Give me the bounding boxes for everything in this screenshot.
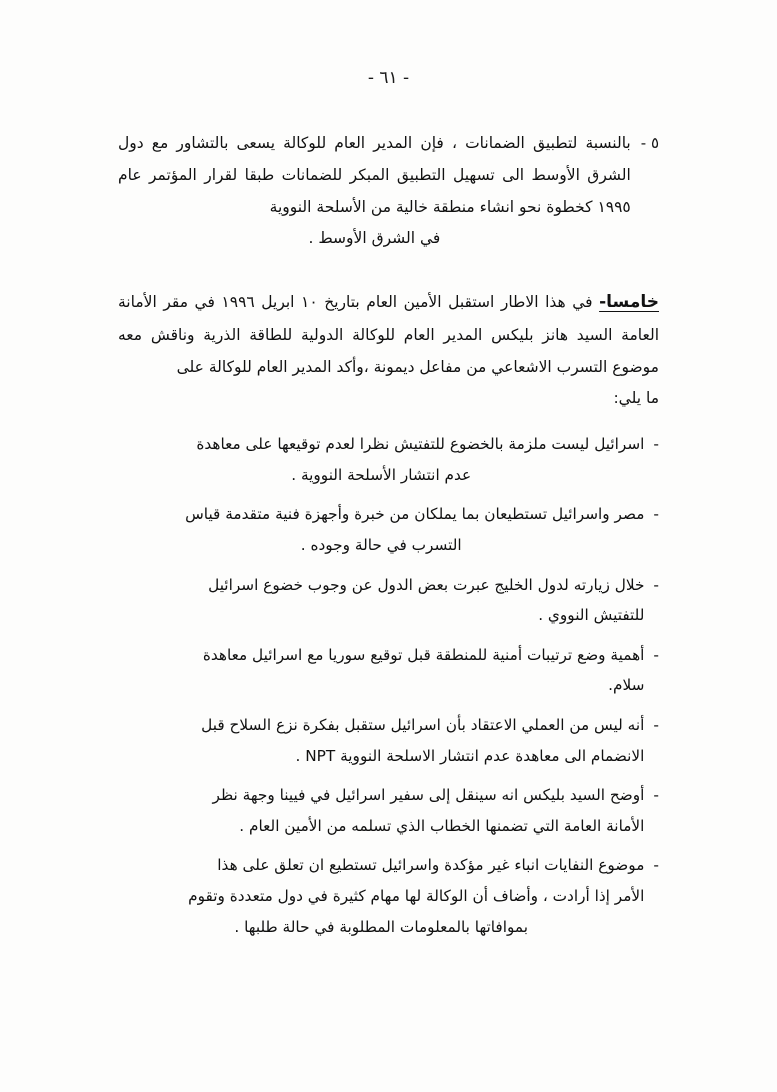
- list-item-line: مصر واسرائيل تستطيعان بما يملكان من خبرة وأجهزة فنية متقدمة قياس: [185, 505, 645, 524]
- list-item-line: الانضمام الى معاهدة عدم انتشار الاسلحة النووية NPT .: [295, 746, 645, 765]
- list-item-line: سلام.: [608, 676, 645, 695]
- bullet-dash-icon: -: [653, 435, 659, 454]
- list-item-line: التسرب في حالة وجوده .: [300, 535, 462, 554]
- list-item-text: [118, 640, 644, 701]
- list-item-text: [118, 850, 644, 942]
- page-number: - ٦١ -: [367, 68, 410, 88]
- list-item: [118, 640, 659, 701]
- numbered-paragraph-last-line: في الشرق الأوسط .: [308, 229, 441, 248]
- numbered-paragraph-marker: ٥ -: [640, 134, 659, 152]
- list-item-line: أنه ليس من العملي الاعتقاد بأن اسرائيل ستقبل بفكرة نزع السلاح قبل: [201, 715, 645, 734]
- list-item-line: أوضح السيد بليكس انه سينقل إلى سفير اسرائيل في فيينا وجهة نظر: [212, 786, 645, 805]
- bullet-dash-icon: -: [653, 505, 659, 524]
- list-item-text: [118, 499, 644, 560]
- bullet-dash-icon: -: [653, 575, 659, 594]
- bullet-list: [118, 429, 659, 942]
- section-text: في هذا الاطار استقبل الأمين العام بتاريخ ١٠ ابريل ١٩٩٦ في مقر الأمانة العامة السيد هانز بليكس المدير العام للوكالة الدولية للطاقة الذرية وناقش معه موضوع التسرب الاشعاعي من مفاعل ديمونة ،وأكد المدير العام للوكالة على: [118, 293, 659, 376]
- list-item-line: الأمر إذا أرادت ، وأضاف أن الوكالة لها مهام كثيرة في دول متعددة وتقوم: [188, 886, 645, 905]
- list-item-line: اسرائيل ليست ملزمة بالخضوع للتفتيش نظرا لعدم توقيعها على معاهدة: [196, 435, 645, 454]
- numbered-paragraph-body: بالنسبة لتطبيق الضمانات ، فإن المدير العام للوكالة يسعى بالتشاور مع دول الشرق الأوسط الى تسهيل التطبيق المبكر للضمانات طبقا لقرار المؤتمر عام ١٩٩٥ كخطوة نحو انشاء منطقة خالية من الأسلحة النووية: [118, 134, 631, 216]
- list-item: [118, 570, 659, 631]
- list-item-text: [118, 710, 644, 771]
- list-item-line: الأمانة العامة التي تضمنها الخطاب الذي تسلمه من الأمين العام .: [239, 816, 645, 835]
- numbered-paragraph: [118, 128, 659, 255]
- bullet-dash-icon: -: [653, 856, 659, 875]
- list-item: [118, 429, 659, 490]
- list-item-line: موضوع النفايات انباء غير مؤكدة واسرائيل تستطيع ان تعلق على هذا: [217, 856, 645, 875]
- bullet-dash-icon: -: [653, 715, 659, 734]
- section-paragraph: [118, 285, 659, 415]
- list-item-text: [118, 570, 644, 631]
- list-item: [118, 780, 659, 841]
- list-item: [118, 710, 659, 771]
- list-item-line: بموافاتها بالمعلومات المطلوبة في حالة طلبها .: [234, 917, 528, 936]
- list-item-line: خلال زيارته لدول الخليج عبرت بعض الدول عن وجوب خضوع اسرائيل: [208, 575, 645, 594]
- list-item: [118, 499, 659, 560]
- numbered-paragraph-text: [118, 128, 631, 255]
- list-item-line: للتفتيش النووي .: [538, 606, 645, 625]
- list-item-text: [118, 429, 644, 490]
- bullet-dash-icon: -: [653, 645, 659, 664]
- list-item-line: عدم انتشار الأسلحة النووية .: [291, 465, 472, 484]
- bullet-dash-icon: -: [653, 786, 659, 805]
- section-label: خامسا-: [599, 292, 659, 313]
- list-item: [118, 850, 659, 942]
- section-tail: ما يلي:: [613, 389, 659, 408]
- list-item-text: [118, 780, 644, 841]
- page-content: [118, 128, 659, 951]
- list-item-line: أهمية وضع ترتيبات أمنية للمنطقة قبل توقيع سوريا مع اسرائيل معاهدة: [202, 645, 645, 664]
